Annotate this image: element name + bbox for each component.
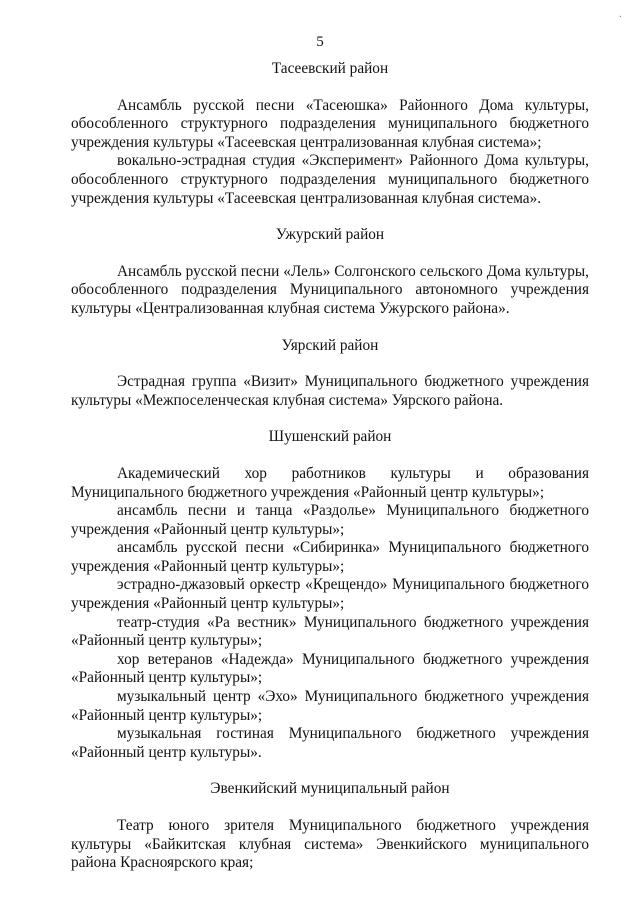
- list-item: хор ветеранов «Надежда» Муниципального бюджетного учреждения «Районный центр культуры»;: [71, 650, 589, 687]
- document-body: [71, 60, 589, 873]
- list-item: музыкальная гостиная Муниципального бюджетного учреждения «Районный центр культуры».: [71, 725, 589, 761]
- section-uzhursky: [71, 226, 589, 318]
- list-item: ансамбль русской песни «Сибиринка» Муниципального бюджетного учреждения «Районный центр культуры»;: [71, 539, 589, 575]
- section-title: Ужурский район: [275, 226, 385, 244]
- section-evenkiysky: [71, 780, 589, 872]
- list-item: Академический хор работников культуры и образования Муниципального бюджетного учреждения «Районный центр культуры»;: [71, 464, 589, 501]
- section-title: Шушенский район: [268, 428, 392, 446]
- section-shushensky: [71, 428, 589, 762]
- section-uyarsky: [71, 337, 589, 411]
- list-item: Театр юного зрителя Муниципального бюджетного учреждения культуры «Байкитская клубная система» Эвенкийского муниципального района Красноярского края;: [71, 817, 589, 872]
- list-item: театр-студия «Ра вестник» Муниципального бюджетного учреждения «Районный центр культуры»;: [71, 613, 589, 650]
- page-number: 5: [316, 34, 324, 50]
- list-item: ансамбль песни и танца «Раздолье» Муниципального бюджетного учреждения «Районный центр культуры»;: [71, 502, 589, 538]
- list-item: вокально-эстрадная студия «Эксперимент» Районного Дома культуры, обособленного структурного подразделения муниципального бюджетного учреждения культуры «Тасеевская централизованная клубная система».: [71, 152, 589, 207]
- section-title: Уярский район: [281, 336, 379, 354]
- list-item: Ансамбль русской песни «Тасеюшка» Районного Дома культуры, обособленного структурного подразделения муниципального бюджетного учреждения культуры «Тасеевская централизованная клубная система»;: [71, 96, 589, 151]
- section-title: Тасеевский район: [271, 60, 389, 77]
- list-item: Эстрадная группа «Визит» Муниципального бюджетного учреждения культуры «Межпоселенческая клубная система» Уярского района.: [71, 373, 589, 409]
- list-item: музыкальный центр «Эхо» Муниципального бюджетного учреждения «Районный центр культуры»;: [71, 688, 589, 724]
- corner-mark: ·: [618, 12, 622, 23]
- section-taseevsky: [71, 60, 589, 208]
- list-item: Ансамбль русской песни «Лель» Солгонского сельского Дома культуры, обособленного подразделения Муниципального автономного учреждения культуры «Централизованная клубная система Ужурского района».: [71, 262, 589, 317]
- list-item: эстрадно-джазовый оркестр «Крещендо» Муниципального бюджетного учреждения «Районный центр культуры»;: [71, 576, 589, 613]
- section-title: Эвенкийский муниципальный район: [210, 780, 450, 798]
